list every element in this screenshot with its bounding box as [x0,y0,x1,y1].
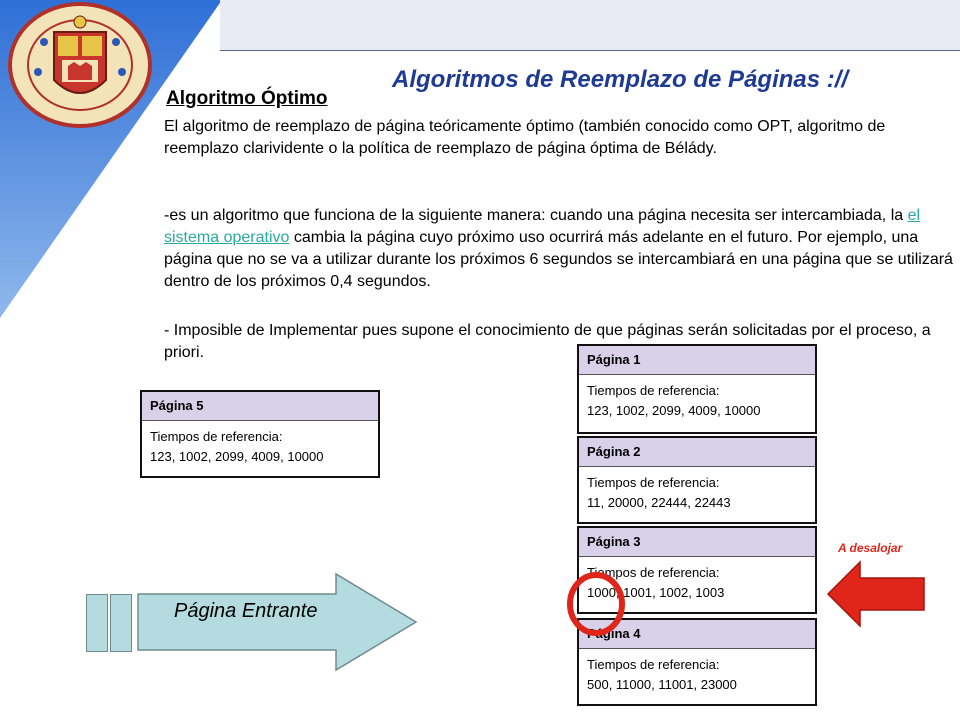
paragraph-description [164,205,954,293]
page-box-values: 500, 11000, 11001, 23000 [587,677,737,692]
paragraph-definition: El algoritmo de reemplazo de página teóricamente óptimo (también conocido como OPT, algoritmo de reemplazo clarividente o la política de reemplazo de página óptima de Bélády. [164,118,886,157]
slide-title: Algoritmos de Reemplazo de Páginas :// [392,66,849,93]
page-box-title: Página 4 [579,620,815,649]
section-subtitle: Algoritmo Óptimo [166,88,328,109]
page-box-5 [140,390,380,478]
university-seal-icon [8,2,152,128]
page-box-label: Tiempos de referencia: [587,475,720,490]
paragraph-limitation: - Imposible de Implementar pues supone el conocimiento de que páginas serán solicitadas por el proceso, a priori. [164,322,931,361]
paragraph-description-start: -es un algoritmo que funciona de la siguiente manera: cuando una página necesita ser intercambiada, la [164,207,908,224]
page-box-values: 11, 20000, 22444, 22443 [587,495,731,510]
arrow-bar [110,594,132,652]
page-box-label: Tiempos de referencia: [587,565,720,580]
page-box-label: Tiempos de referencia: [587,383,720,398]
page-box-title: Página 2 [579,438,815,467]
page-box-label: Tiempos de referencia: [587,657,720,672]
sistema-operativo-link[interactable]: el sistema operativo [164,207,921,246]
page-box-values: 123, 1002, 2099, 4009, 10000 [150,449,324,464]
page-box-label: Tiempos de referencia: [150,429,283,444]
page-box-values: 1000, 1001, 1002, 1003 [587,585,725,600]
page-box-title: Página 1 [579,346,815,375]
paragraph-description-end: cambia la página cuyo próximo uso ocurrirá más adelante en el futuro. Por ejemplo, una página que no se va a utilizar durante los próximos 6 segundos se intercambiará en una página que se utilizará dentro de los próximos 0,4 segundos. [164,229,953,290]
page-box-values: 123, 1002, 2099, 4009, 10000 [587,403,761,418]
page-box-title: Página 3 [579,528,815,557]
arrow-bar [86,594,108,652]
evict-arrow-icon [826,560,926,628]
page-box-2 [577,436,817,524]
page-box-title: Página 5 [142,392,378,421]
evict-label: A desalojar [838,541,903,555]
page-box-1 [577,344,817,434]
highlight-circle-icon [564,568,636,640]
header-band [220,0,960,51]
incoming-page-label: Página Entrante [174,600,318,622]
